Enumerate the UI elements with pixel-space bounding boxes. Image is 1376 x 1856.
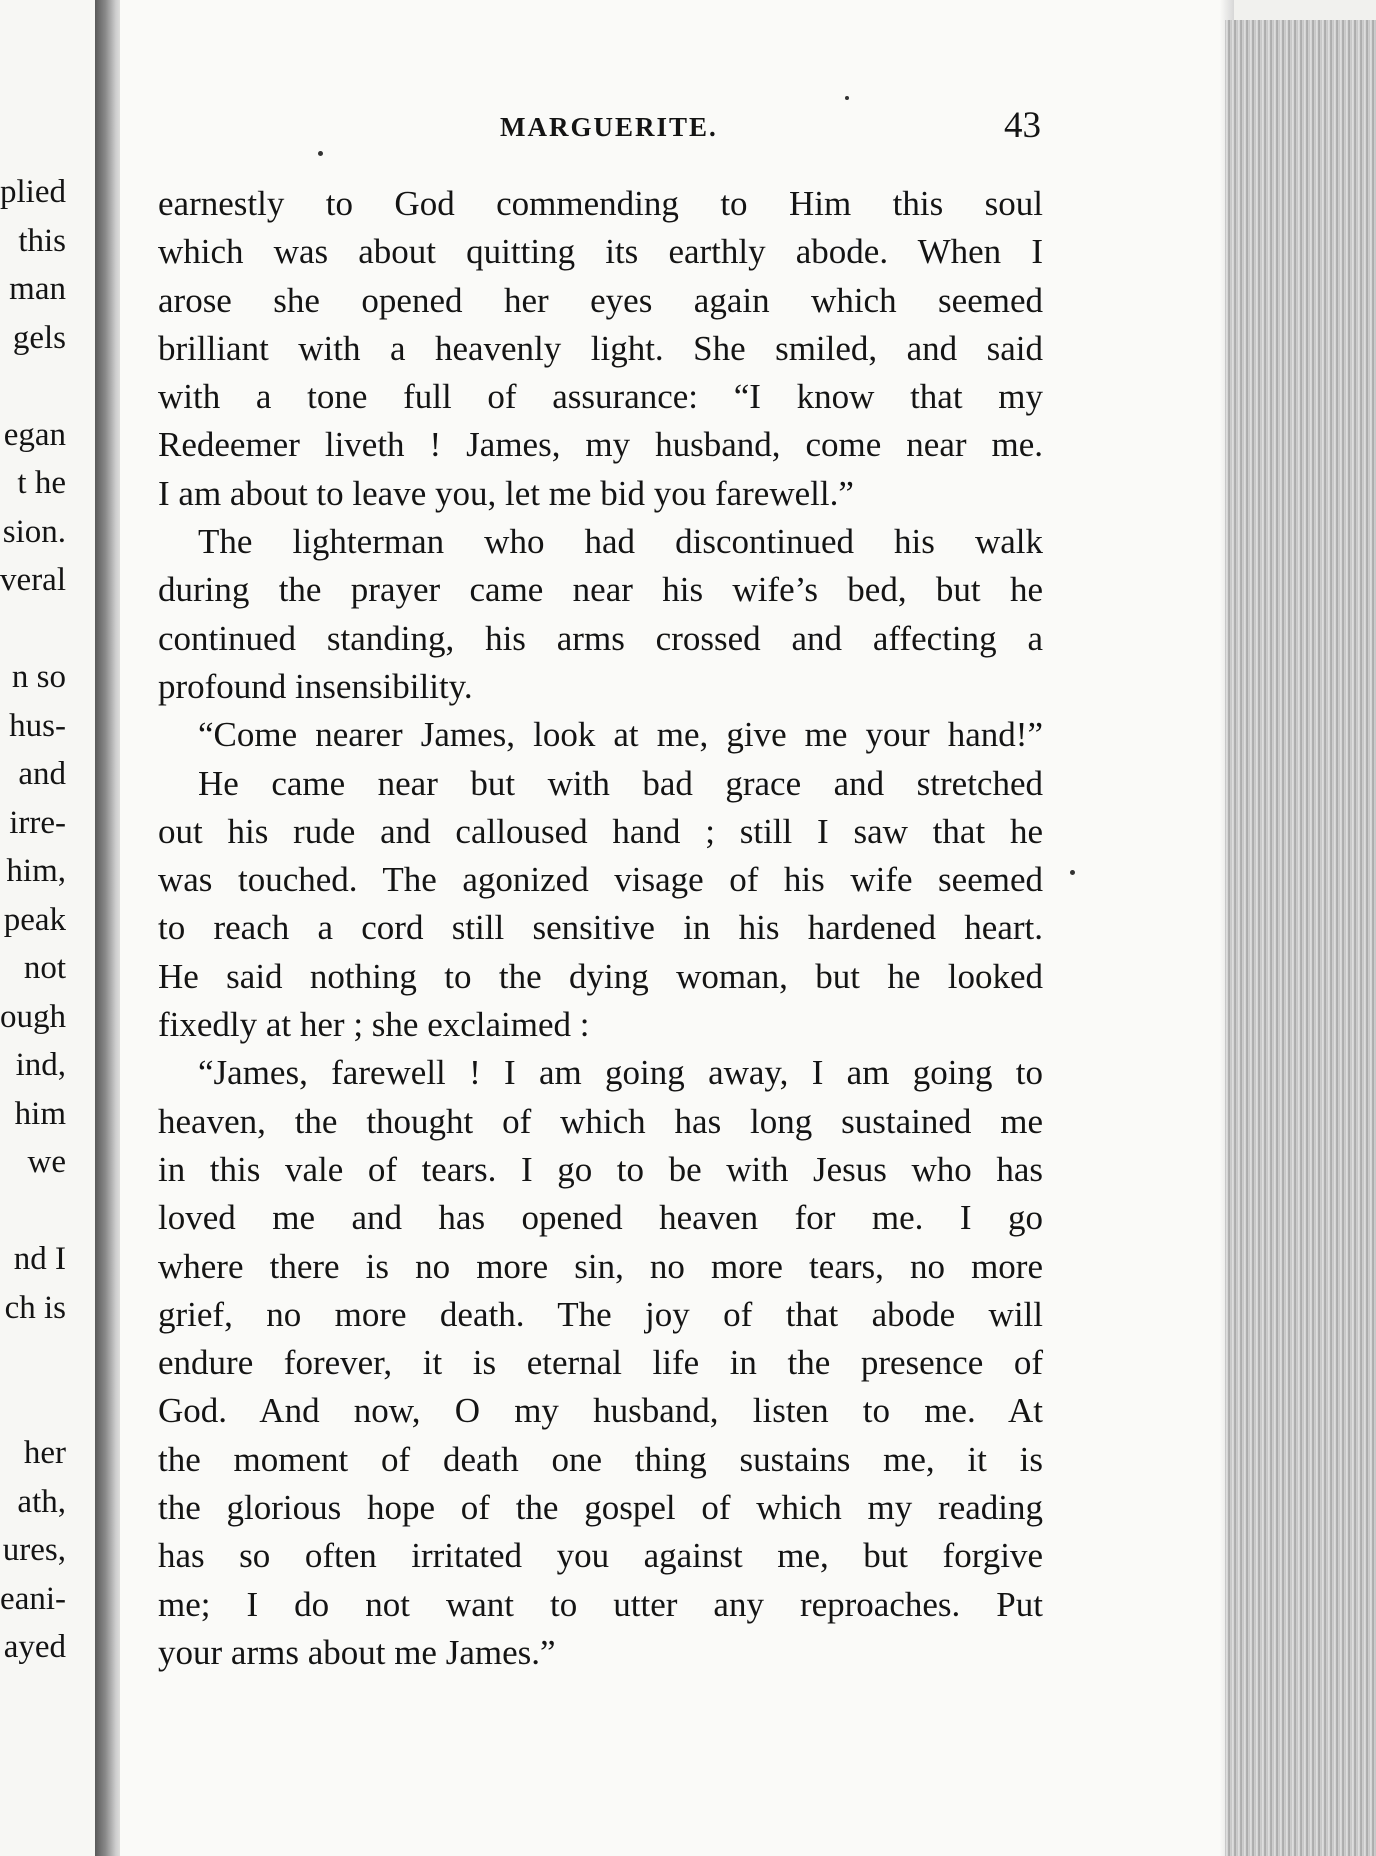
text-line: heaven, the thought of which has long sustained me	[158, 1101, 1043, 1141]
previous-page-line: and	[18, 756, 66, 792]
previous-page-text	[0, 168, 66, 1672]
previous-page-line: t he	[17, 465, 66, 501]
text-line: out his rude and calloused hand ; still I saw that he	[158, 811, 1043, 851]
previous-page-line: plied	[0, 174, 66, 210]
text-line: Redeemer liveth ! James, my husband, come near me.	[158, 425, 1043, 465]
text-line: with a tone full of assurance: “I know that my	[158, 377, 1043, 417]
text-line: loved me and has opened heaven for me. I go	[158, 1198, 1043, 1238]
print-speck	[1070, 870, 1075, 875]
previous-page-line: nd I	[13, 1241, 66, 1277]
text-line: profound insensibility.	[158, 666, 473, 706]
text-line: your arms about me James.”	[158, 1632, 556, 1672]
previous-page-line: this	[18, 222, 66, 259]
text-line: continued standing, his arms crossed and affecting a	[158, 618, 1043, 658]
text-line: to reach a cord still sensitive in his hardened heart.	[158, 908, 1043, 948]
previous-page-line: eani-	[0, 1580, 66, 1617]
previous-page-line: irre-	[9, 804, 66, 841]
text-line: during the prayer came near his wife’s bed, but he	[158, 570, 1043, 610]
text-line: “Come nearer James, look at me, give me your hand!”	[198, 715, 1043, 755]
previous-page-line: veral	[0, 562, 66, 598]
previous-page-line: ough	[0, 998, 66, 1035]
previous-page-line: him	[14, 1095, 66, 1132]
text-line: which was about quitting its earthly abode. When I	[158, 232, 1043, 272]
text-line: has so often irritated you against me, but forgive	[158, 1536, 1043, 1576]
previous-page-line: not	[23, 950, 66, 986]
text-line: endure forever, it is eternal life in the presence of	[158, 1343, 1043, 1383]
previous-page-line: him,	[6, 853, 66, 889]
text-line: where there is no more sin, no more tears, no more	[158, 1246, 1043, 1286]
previous-page-line	[0, 1187, 66, 1236]
text-line: He said nothing to the dying woman, but he looked	[158, 956, 1043, 996]
text-line: fixedly at her ; she exclaimed :	[158, 1005, 590, 1045]
previous-page-line: n so	[11, 659, 66, 695]
previous-page-line	[0, 362, 66, 411]
page-number: 43	[1004, 105, 1041, 146]
text-line: I am about to leave you, let me bid you farewell.”	[158, 473, 854, 513]
text-line: He came near but with bad grace and stretched	[198, 763, 1043, 803]
text-line: the glorious hope of the gospel of which my reading	[158, 1488, 1043, 1528]
text-line: arose she opened her eyes again which seemed	[158, 280, 1043, 320]
previous-page-line: egan	[3, 416, 66, 453]
text-line: in this vale of tears. I go to be with Jesus who has	[158, 1149, 1043, 1189]
text-line: The lighterman who had discontinued his walk	[198, 522, 1043, 562]
running-head: MARGUERITE.	[500, 112, 718, 142]
previous-page-line: gels	[12, 319, 66, 356]
previous-page-line	[0, 605, 66, 654]
previous-page-line: ayed	[3, 1629, 66, 1665]
text-line: grief, no more death. The joy of that abode will	[158, 1294, 1043, 1334]
text-line: brilliant with a heavenly light. She smiled, and said	[158, 328, 1043, 368]
print-speck	[845, 96, 849, 100]
previous-page-line: ath,	[17, 1483, 66, 1520]
previous-page-line: hus-	[9, 707, 66, 744]
text-line: the moment of death one thing sustains me, it is	[158, 1439, 1043, 1479]
previous-page-line: sion.	[2, 513, 66, 550]
previous-page-line	[0, 1381, 66, 1430]
text-line: earnestly to God commending to Him this soul	[158, 184, 1043, 223]
page-stack-edge	[1225, 20, 1376, 1856]
previous-page-line: ures,	[2, 1532, 66, 1568]
previous-page-line: ch is	[4, 1289, 66, 1326]
previous-page-line: we	[27, 1144, 66, 1180]
previous-page-line: ind,	[15, 1047, 66, 1083]
text-line: me; I do not want to utter any reproaches. Put	[158, 1584, 1043, 1624]
previous-page-line: man	[9, 271, 66, 307]
previous-page-line	[0, 1332, 66, 1381]
text-line: God. And now, O my husband, listen to me. At	[158, 1391, 1043, 1431]
text-line: “James, farewell ! I am going away, I am going to	[198, 1053, 1043, 1093]
previous-page-line: her	[23, 1435, 66, 1471]
print-speck	[318, 151, 323, 156]
page-body	[158, 180, 1043, 1677]
previous-page-line: peak	[3, 901, 66, 938]
text-line: was touched. The agonized visage of his wife seemed	[158, 860, 1043, 900]
